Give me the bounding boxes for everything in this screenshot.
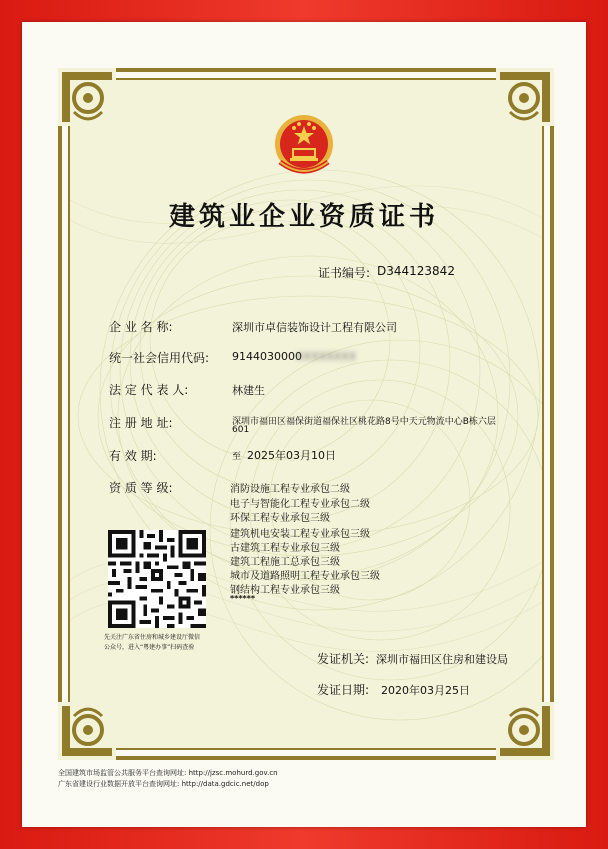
qualification-item: ****** <box>230 594 256 603</box>
qr-caption-line1: 先关注广东省住房和城乡建设厅微信 <box>104 634 201 641</box>
qualification-item: 古建筑工程专业承包三级 <box>230 543 340 554</box>
address-label: 注 册 地 址: <box>109 416 173 430</box>
legal-rep-value: 林建生 <box>232 384 265 397</box>
qr-caption-line2: 公众号，进入“粤建办事”扫码查验 <box>104 644 195 651</box>
qr-code-icon <box>108 530 206 628</box>
issue-date-value: 2020年03月25日 <box>381 684 470 697</box>
credit-code-redacted: XXXXXXXX <box>296 350 357 363</box>
qualification-item: 消防设施工程专业承包二级 <box>230 484 350 495</box>
credit-code-label: 统一社会信用代码: <box>109 351 210 365</box>
national-emblem-icon <box>272 112 336 182</box>
qualification-label: 资 质 等 级: <box>109 481 173 495</box>
qualification-item: 建筑机电安装工程专业承包三级 <box>230 529 370 540</box>
validity-label: 有 效 期: <box>109 449 157 463</box>
qualification-item: 电子与智能化工程专业承包二级 <box>230 499 370 510</box>
company-name-label: 企 业 名 称: <box>109 320 173 334</box>
qualification-item: 钢结构工程专业承包三级 <box>230 585 340 596</box>
ornament-corner-icon <box>496 68 554 126</box>
issuer-value: 深圳市福田区住房和建设局 <box>376 653 508 666</box>
ornament-corner-icon <box>496 702 554 760</box>
validity-value: 2025年03月10日 <box>247 449 336 462</box>
qualification-item: 环保工程专业承包三级 <box>230 513 330 524</box>
address-value-line2: 601 <box>232 425 250 435</box>
footer-line1: 全国建筑市场监管公共服务平台查询网址: http://jzsc.mohurd.gov.cn <box>58 769 278 777</box>
qualification-item: 建筑工程施工总承包三级 <box>230 557 340 568</box>
company-name-value: 深圳市卓信装饰设计工程有限公司 <box>232 321 397 334</box>
legal-rep-label: 法 定 代 表 人: <box>109 383 189 397</box>
footer-line2: 广东省建设行业数据开放平台查询网址: http://data.gdcic.net/dop <box>58 780 269 788</box>
address-value-line1: 深圳市福田区福保街道福保社区桃花路8号中天元物流中心B栋六层 <box>232 417 496 427</box>
ornament-corner-icon <box>58 68 116 126</box>
validity-prefix: 至 <box>232 452 242 462</box>
qualification-item: 城市及道路照明工程专业承包三级 <box>230 571 380 582</box>
issue-date-label: 发证日期: <box>317 683 370 697</box>
certificate-number-value: D344123842 <box>377 264 455 278</box>
ornament-corner-icon <box>58 702 116 760</box>
certificate-title: 建筑业企业资质证书 <box>168 202 439 232</box>
issuer-label: 发证机关: <box>317 652 370 666</box>
certificate-number-label: 证书编号: <box>318 266 371 280</box>
credit-code-value: 9144030000 <box>232 350 302 363</box>
